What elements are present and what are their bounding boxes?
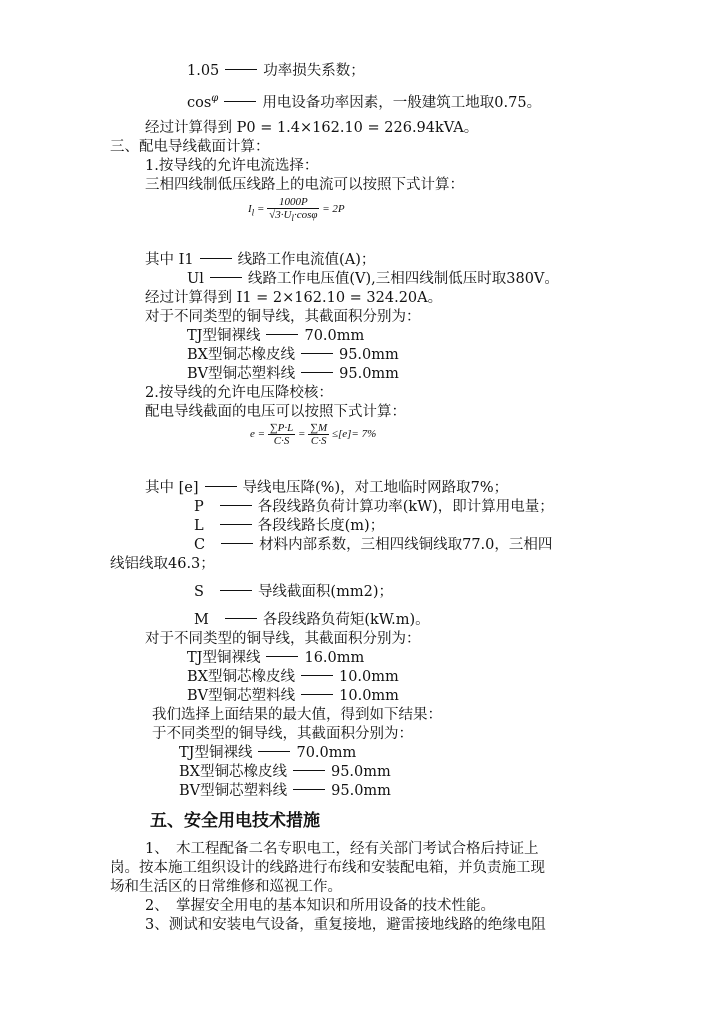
wire-row: TJ型铜裸线 70.0mm (179, 745, 357, 761)
wire-row: BV型铜芯塑料线 10.0mm (187, 688, 399, 704)
dash-separator (293, 770, 325, 771)
paragraph-line: 2、 掌握安全用电的基本知识和所用设备的技术性能。 (145, 898, 495, 914)
text-line (187, 90, 541, 112)
text-line: 我们选择上面结果的最大值，得到如下结果： (152, 707, 442, 723)
text-line: 三相四线制低压线路上的电流可以按照下式计算： (145, 177, 464, 193)
text-line: 经过计算得到 I1 = 2×162.10 = 324.20A。 (145, 290, 443, 306)
text-line (187, 62, 365, 80)
line-desc: 功率损失系数； (263, 63, 365, 79)
dash-separator (293, 789, 325, 790)
dash-separator (301, 675, 333, 676)
wire-row: BX型铜芯橡皮线 95.0mm (179, 764, 391, 780)
dash-separator (258, 751, 290, 752)
paragraph-line: 岗。按本施工组织设计的线路进行布线和安装配电箱，并负责施工现 (110, 860, 545, 876)
formula-fraction: $\frac{\sum P\cdot L}{C\cdot S}$ (269, 422, 294, 447)
line-label: 1.05 (187, 63, 220, 79)
dash-separator (220, 505, 252, 506)
formula-fraction: $\frac{1000P}{√3\cdot U_l\cdot\cos\varphi}$ (269, 196, 318, 224)
wire-row: BX型铜芯橡皮线 95.0mm (187, 347, 399, 363)
text-line: 1.按导线的允许电流选择： (145, 158, 319, 174)
dash-separator (224, 101, 256, 102)
dash-separator (301, 694, 333, 695)
dash-separator (266, 656, 298, 657)
current-formula: $I_l$ = $\frac{1000P}{√3\cdot U_l\cdot\cos\varphi}$ = 2P (248, 196, 345, 224)
dash-separator (301, 353, 333, 354)
text-line: P 各段线路负荷计算功率(kW)，即计算用电量； (194, 499, 554, 515)
dash-separator (225, 618, 257, 619)
paragraph-line: 1、 木工程配备二名专职电工，经有关部门考试合格后持证上 (145, 841, 539, 857)
line-desc: 用电设备功率因素，一般建筑工地取0.75。 (262, 94, 542, 111)
phi-symbol: φ (211, 93, 219, 104)
section-title: 三、配电导线截面计算： (110, 139, 270, 155)
wire-row: BV型铜芯塑料线 95.0mm (179, 783, 391, 799)
text-line: 对于不同类型的铜导线，其截面积分别为： (145, 631, 421, 647)
text-line: 经过计算得到 P0 = 1.4×162.10 = 226.94kVA。 (145, 120, 479, 136)
dash-separator (205, 486, 237, 487)
dash-separator (220, 590, 252, 591)
wire-row: TJ型铜裸线 16.0mm (187, 650, 365, 666)
section-heading: 五、安全用电技术措施 (150, 811, 320, 831)
dash-separator (220, 524, 252, 525)
formula-fraction: $\frac{\sum M}{C\cdot S}$ (310, 422, 328, 447)
dash-separator (221, 543, 253, 544)
paragraph-line: 3、测试和安装电气设备，重复接地，避雷接地线路的绝缘电阻 (145, 917, 546, 933)
text-line: 对于不同类型的铜导线，其截面积分别为： (145, 309, 421, 325)
text-line: 2.按导线的允许电压降校核： (145, 385, 333, 401)
voltage-drop-formula: e = $\frac{\sum P\cdot L}{C\cdot S}$ = $\frac{\sum M}{C\cdot S}$ ≤[e]= 7% (250, 422, 377, 447)
text-line: 配电导线截面的电压可以按照下式计算： (145, 404, 406, 420)
dash-separator (200, 258, 232, 259)
wire-row: TJ型铜裸线 70.0mm (187, 328, 365, 344)
line-label: cos (187, 94, 212, 111)
dash-separator (210, 277, 242, 278)
dash-separator (225, 69, 257, 70)
text-line: S 导线截面积(mm2)； (194, 584, 393, 600)
wire-row: BX型铜芯橡皮线 10.0mm (187, 669, 399, 685)
text-line: Ul 线路工作电压值(V),三相四线制低压时取380V。 (187, 271, 559, 287)
text-line: 于不同类型的铜导线，其截面积分别为： (152, 726, 413, 742)
wire-row: BV型铜芯塑料线 95.0mm (187, 366, 399, 382)
dash-separator (301, 372, 333, 373)
text-line: 其中 [e] 导线电压降(%)，对工地临时网路取7%； (145, 480, 509, 496)
text-line: 线铝线取46.3； (110, 556, 215, 572)
text-line: 其中 I1 线路工作电流值(A)； (145, 252, 376, 268)
text-line: L 各段线路长度(m)； (194, 518, 385, 534)
paragraph-line: 场和生活区的日常维修和巡视工作。 (110, 879, 342, 895)
text-line: M 各段线路负荷矩(kW.m)。 (194, 612, 430, 628)
text-line: C 材料内部系数，三相四线铜线取77.0，三相四 (194, 537, 553, 553)
dash-separator (266, 334, 298, 335)
